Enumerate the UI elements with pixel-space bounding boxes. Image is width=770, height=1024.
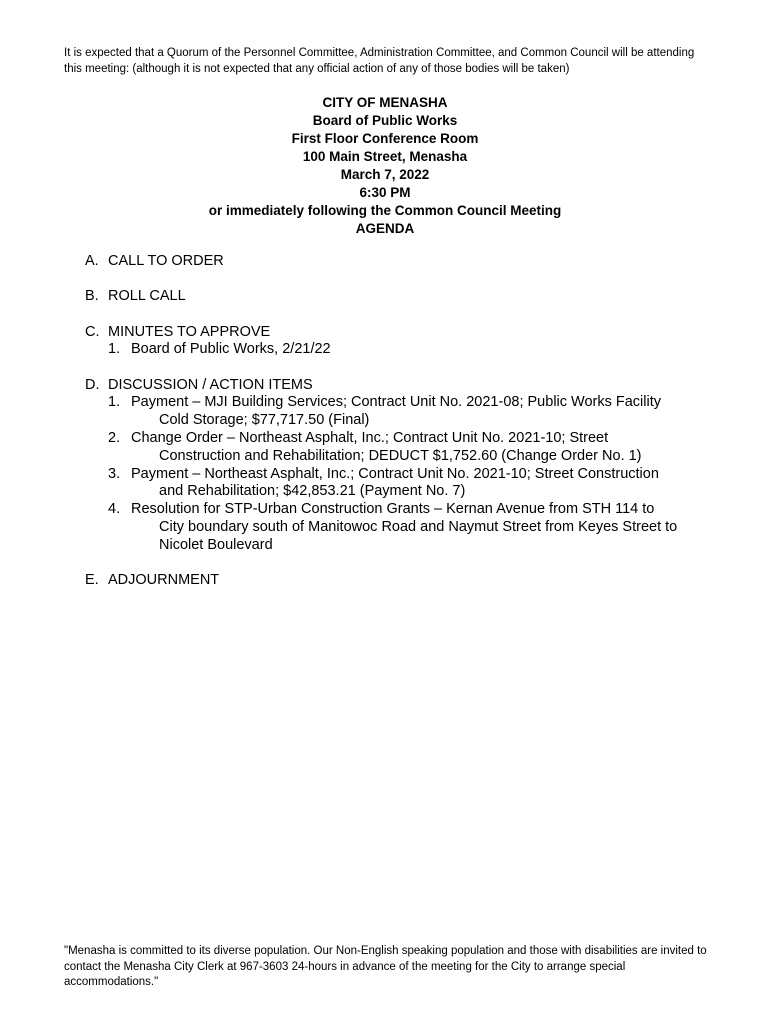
meeting-header	[0, 94, 770, 238]
item-number: 1.	[108, 394, 121, 411]
item-text: Board of Public Works, 2/21/22	[131, 341, 331, 358]
agenda-section-call-to-order	[85, 253, 715, 271]
item-text: Resolution for STP-Urban Construction Grants – Kernan Avenue from STH 114 to	[131, 501, 655, 518]
section-letter: E.	[85, 572, 99, 589]
meeting-date: March 7, 2022	[340, 167, 430, 182]
meeting-address: 100 Main Street, Menasha	[302, 149, 468, 164]
meeting-following-note: or immediately following the Common Council Meeting	[208, 203, 562, 218]
item-text: Payment – MJI Building Services; Contract Unit No. 2021-08; Public Works Facility	[131, 394, 661, 411]
agenda-title: AGENDA	[355, 221, 415, 236]
item-number: 3.	[108, 465, 121, 482]
section-letter: D.	[85, 376, 100, 393]
accommodations-footer: "Menasha is committed to its diverse population. Our Non-English speaking population and those with disabilities are invited to contact the Menasha City Clerk at 967-3603 24-hours in advance of the meeting for the City to arrange special accommodations."	[64, 945, 707, 988]
agenda-list	[85, 253, 715, 607]
item-text: Change Order – Northeast Asphalt, Inc.; Contract Unit No. 2021-10; Street	[131, 430, 609, 447]
section-title: ROLL CALL	[108, 288, 186, 305]
section-letter: B.	[85, 288, 99, 305]
city-name: CITY OF MENASHA	[322, 95, 448, 110]
quorum-notice: It is expected that a Quorum of the Personnel Committee, Administration Committee, and Common Council will be attending this meeting: (although it is not expected that any official action of any of those bodies will be taken)	[64, 47, 695, 75]
agenda-item	[108, 394, 715, 430]
section-title: ADJOURNMENT	[108, 572, 220, 589]
board-name: Board of Public Works	[312, 113, 458, 128]
agenda-item	[108, 466, 715, 502]
section-title: DISCUSSION / ACTION ITEMS	[108, 376, 313, 393]
agenda-section-discussion	[85, 377, 715, 555]
agenda-item	[108, 341, 715, 359]
agenda-section-roll-call	[85, 288, 715, 306]
meeting-room: First Floor Conference Room	[291, 131, 479, 146]
agenda-section-minutes	[85, 324, 715, 360]
item-text-continued: City boundary south of Manitowoc Road and Naymut Street from Keyes Street to Nicolet Boulevard	[159, 519, 678, 553]
agenda-item	[108, 501, 715, 554]
item-text-continued: and Rehabilitation; $42,853.21 (Payment No. 7)	[159, 483, 466, 500]
section-letter: A.	[85, 253, 99, 269]
agenda-section-adjournment	[85, 572, 715, 590]
item-number: 4.	[108, 501, 121, 518]
meeting-time: 6:30 PM	[359, 185, 411, 200]
agenda-item	[108, 430, 715, 466]
item-text: Payment – Northeast Asphalt, Inc.; Contract Unit No. 2021-10; Street Construction	[131, 465, 659, 482]
section-title: MINUTES TO APPROVE	[108, 323, 271, 340]
item-number: 1.	[108, 341, 121, 358]
section-letter: C.	[85, 323, 100, 340]
item-text-continued: Construction and Rehabilitation; DEDUCT $1,752.60 (Change Order No. 1)	[159, 447, 642, 464]
item-text-continued: Cold Storage; $77,717.50 (Final)	[159, 412, 370, 429]
section-title: CALL TO ORDER	[108, 253, 224, 269]
item-number: 2.	[108, 430, 121, 447]
